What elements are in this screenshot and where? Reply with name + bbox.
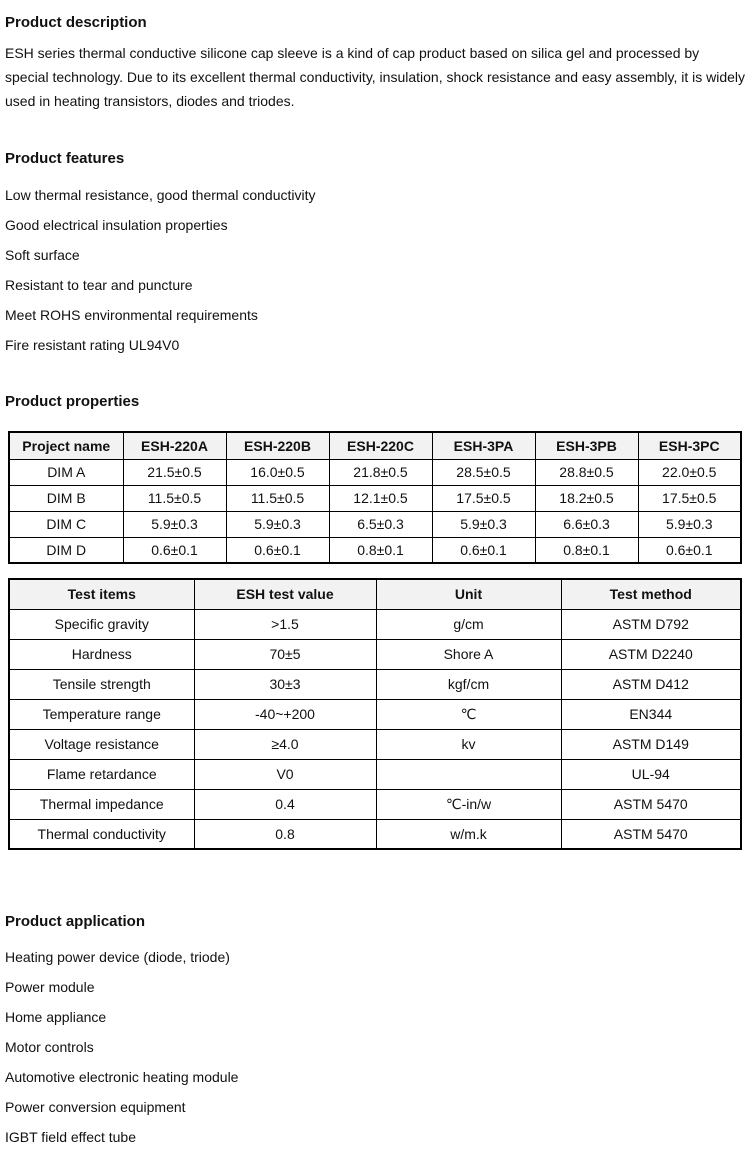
table-cell: Tensile strength bbox=[9, 669, 194, 699]
table-row bbox=[9, 789, 741, 819]
table-cell: 11.5±0.5 bbox=[226, 485, 329, 511]
table-cell: 0.6±0.1 bbox=[226, 537, 329, 563]
table-cell: Voltage resistance bbox=[9, 729, 194, 759]
table-cell: 0.6±0.1 bbox=[638, 537, 741, 563]
table-cell: 0.4 bbox=[194, 789, 376, 819]
table-row bbox=[9, 485, 741, 511]
test-header-cell: Test method bbox=[561, 579, 741, 609]
table-cell: w/m.k bbox=[376, 819, 561, 849]
table-cell: Shore A bbox=[376, 639, 561, 669]
table-cell: ASTM 5470 bbox=[561, 789, 741, 819]
table-cell: kgf/cm bbox=[376, 669, 561, 699]
table-row bbox=[9, 459, 741, 485]
table-cell: >1.5 bbox=[194, 609, 376, 639]
table-cell: 0.8±0.1 bbox=[329, 537, 432, 563]
table-cell: DIM A bbox=[9, 459, 123, 485]
test-header-cell: ESH test value bbox=[194, 579, 376, 609]
test-table-header-row bbox=[9, 579, 741, 609]
table-cell: Hardness bbox=[9, 639, 194, 669]
table-cell: 5.9±0.3 bbox=[432, 511, 535, 537]
table-cell: g/cm bbox=[376, 609, 561, 639]
table-cell: ASTM D149 bbox=[561, 729, 741, 759]
product-description-title: Product description bbox=[5, 14, 147, 31]
table-cell: Thermal impedance bbox=[9, 789, 194, 819]
table-cell: 12.1±0.5 bbox=[329, 485, 432, 511]
test-header-cell: Unit bbox=[376, 579, 561, 609]
application-item: Heating power device (diode, triode) bbox=[5, 949, 230, 965]
table-cell: 5.9±0.3 bbox=[638, 511, 741, 537]
feature-item: Meet ROHS environmental requirements bbox=[5, 307, 258, 323]
product-properties-title: Product properties bbox=[5, 393, 140, 410]
table-cell: DIM D bbox=[9, 537, 123, 563]
section-product-application bbox=[5, 913, 745, 1144]
table-cell: 18.2±0.5 bbox=[535, 485, 638, 511]
table-cell: Thermal conductivity bbox=[9, 819, 194, 849]
table-cell: 6.5±0.3 bbox=[329, 511, 432, 537]
test-header-cell: Test items bbox=[9, 579, 194, 609]
feature-item: Low thermal resistance, good thermal conductivity bbox=[5, 187, 316, 203]
table-cell: 17.5±0.5 bbox=[432, 485, 535, 511]
table-cell: Temperature range bbox=[9, 699, 194, 729]
table-cell: 6.6±0.3 bbox=[535, 511, 638, 537]
application-item: IGBT field effect tube bbox=[5, 1129, 137, 1145]
table-cell: 0.8 bbox=[194, 819, 376, 849]
product-features-title: Product features bbox=[5, 150, 125, 167]
feature-item: Fire resistant rating UL94V0 bbox=[5, 337, 180, 353]
table-cell: ASTM D2240 bbox=[561, 639, 741, 669]
section-product-features bbox=[5, 150, 745, 352]
table-cell: ≥4.0 bbox=[194, 729, 376, 759]
table-cell: ℃-in/w bbox=[376, 789, 561, 819]
application-item: Power module bbox=[5, 979, 95, 995]
table-cell: EN344 bbox=[561, 699, 741, 729]
application-item: Home appliance bbox=[5, 1009, 107, 1025]
table-cell: -40~+200 bbox=[194, 699, 376, 729]
table-cell: 5.9±0.3 bbox=[123, 511, 226, 537]
table-cell: 21.8±0.5 bbox=[329, 459, 432, 485]
test-results-table bbox=[8, 578, 742, 850]
table-row bbox=[9, 819, 741, 849]
feature-item: Soft surface bbox=[5, 247, 80, 263]
table-cell: 70±5 bbox=[194, 639, 376, 669]
table-cell: ASTM 5470 bbox=[561, 819, 741, 849]
properties-header-cell: ESH-3PC bbox=[638, 432, 741, 459]
table-cell: 0.6±0.1 bbox=[123, 537, 226, 563]
properties-header-cell: ESH-220C bbox=[329, 432, 432, 459]
table-cell: 22.0±0.5 bbox=[638, 459, 741, 485]
properties-header-cell: ESH-3PA bbox=[432, 432, 535, 459]
application-item: Automotive electronic heating module bbox=[5, 1069, 239, 1085]
table-cell: Specific gravity bbox=[9, 609, 194, 639]
table-row bbox=[9, 699, 741, 729]
table-row bbox=[9, 759, 741, 789]
table-row bbox=[9, 639, 741, 669]
table-cell: 0.6±0.1 bbox=[432, 537, 535, 563]
properties-header-cell: ESH-220A bbox=[123, 432, 226, 459]
table-row bbox=[9, 729, 741, 759]
application-item: Motor controls bbox=[5, 1039, 94, 1055]
product-application-title: Product application bbox=[5, 913, 146, 930]
section-product-description bbox=[5, 14, 745, 113]
properties-header-cell: Project name bbox=[9, 432, 123, 459]
table-cell: ASTM D412 bbox=[561, 669, 741, 699]
table-cell: 16.0±0.5 bbox=[226, 459, 329, 485]
table-row bbox=[9, 537, 741, 563]
table-row bbox=[9, 609, 741, 639]
product-features-list bbox=[5, 188, 745, 352]
table-cell: 5.9±0.3 bbox=[226, 511, 329, 537]
table-cell: Flame retardance bbox=[9, 759, 194, 789]
table-cell: DIM C bbox=[9, 511, 123, 537]
product-application-list bbox=[5, 950, 745, 1144]
table-cell: DIM B bbox=[9, 485, 123, 511]
table-row bbox=[9, 669, 741, 699]
section-product-properties bbox=[5, 393, 745, 850]
properties-table bbox=[8, 431, 742, 564]
table-cell: 30±3 bbox=[194, 669, 376, 699]
table-cell bbox=[376, 759, 561, 789]
properties-header-cell: ESH-220B bbox=[226, 432, 329, 459]
table-cell: 0.8±0.1 bbox=[535, 537, 638, 563]
feature-item: Resistant to tear and puncture bbox=[5, 277, 193, 293]
feature-item: Good electrical insulation properties bbox=[5, 217, 228, 233]
table-cell: 28.5±0.5 bbox=[432, 459, 535, 485]
table-cell: 17.5±0.5 bbox=[638, 485, 741, 511]
table-cell: 28.8±0.5 bbox=[535, 459, 638, 485]
application-item: Power conversion equipment bbox=[5, 1099, 186, 1115]
properties-header-cell: ESH-3PB bbox=[535, 432, 638, 459]
properties-table-header-row bbox=[9, 432, 741, 459]
table-cell: ASTM D792 bbox=[561, 609, 741, 639]
table-cell: 11.5±0.5 bbox=[123, 485, 226, 511]
table-cell: kv bbox=[376, 729, 561, 759]
table-cell: V0 bbox=[194, 759, 376, 789]
product-description-body: ESH series thermal conductive silicone cap sleeve is a kind of cap product based on silica gel and processed by special technology. Due to its excellent thermal conductivity, insulation, shock resistance and easy assembly, it is widely used in heating transistors, diodes and triodes. bbox=[5, 45, 746, 109]
table-cell: 21.5±0.5 bbox=[123, 459, 226, 485]
table-cell: ℃ bbox=[376, 699, 561, 729]
table-cell: UL-94 bbox=[561, 759, 741, 789]
table-row bbox=[9, 511, 741, 537]
